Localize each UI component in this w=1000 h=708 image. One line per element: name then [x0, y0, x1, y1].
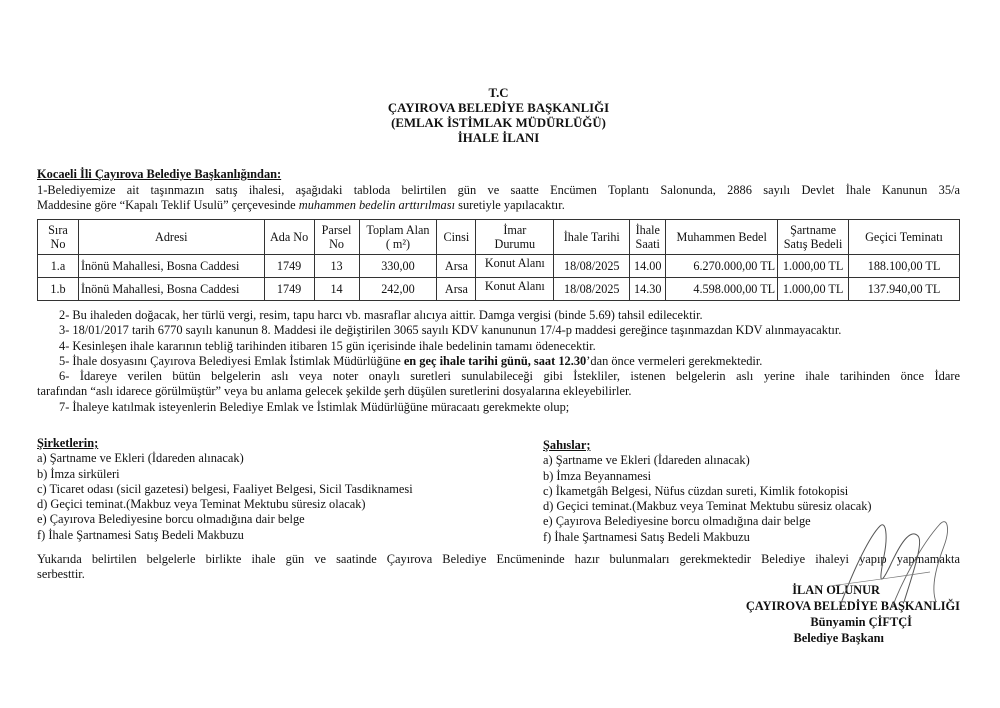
- col-header-ada: Ada No: [264, 220, 314, 255]
- intro-italic-text: muhammen bedelin arttırılması: [298, 198, 456, 213]
- cell-tarih: 18/08/2025: [554, 278, 630, 301]
- cell-muhammen: 4.598.000,00 TL: [666, 278, 778, 301]
- closing-line-1: Yukarıda belirtilen belgelerle birlikte ihale gün ve saatinde Çayırova Belediye Encümeninde hazır bulunmaları gerekmektedir Belediye ihaleyi yapıp yapmamakta: [37, 552, 960, 566]
- cell-imar: Konut Alanı: [476, 255, 554, 278]
- intro-line-2: [37, 198, 960, 213]
- individuals-requirements: [543, 438, 963, 545]
- list-item: e) Çayırova Belediyesine borcu olmadığına dair belge: [543, 514, 811, 529]
- table-row: [38, 255, 960, 278]
- individuals-title: Şahıslar;: [543, 438, 591, 452]
- note-3: 3- 18/01/2017 tarih 6770 sayılı kanunun 8. Maddesi ile değiştirilen 3065 sayılı KDV kanununun 17/4-p maddesi gereğince taşınmazdan KDV alınmayacaktır.: [59, 323, 842, 338]
- note-5-text-end: ’dan önce vermeleri gerekmektedir.: [586, 353, 763, 368]
- signature-block: [660, 582, 960, 646]
- companies-title: Şirketlerin;: [37, 436, 99, 450]
- cell-ada: 1749: [264, 255, 314, 278]
- note-6-line-1: 6- İdareye verilen bütün belgelerin aslı veya noter onaylı suretleri sunulabileceği gibi İstekliler, istenen belgelerin aslı yerine ihale tarihinden önce İdare: [59, 369, 960, 384]
- cell-teminat: 188.100,00 TL: [849, 255, 960, 278]
- note-7: 7- İhaleye katılmak isteyenlerin Belediye Emlak ve İstimlak Müdürlüğüne müracaatı gerekmekte olup;: [59, 399, 570, 414]
- table-row: [38, 278, 960, 301]
- note-2: 2- Bu ihaleden doğacak, her türlü vergi, resim, tapu harcı vb. masraflar alıcıya aittir. Damga vergisi (binde 5.69) tahsil edilecektir.: [59, 308, 703, 322]
- signature-institution: ÇAYIROVA BELEDİYE BAŞKANLIĞI: [745, 599, 960, 613]
- header-title: İHALE İLANI: [457, 131, 540, 145]
- cell-sira: 1.a: [38, 255, 79, 278]
- col-header-teminat: Geçici Teminatı: [849, 220, 960, 255]
- intro-text: Maddesine göre “Kapalı Teklif Usulü” çerçevesinde: [37, 198, 299, 213]
- notes-list: [37, 308, 960, 415]
- list-item: f) İhale Şartnamesi Satış Bedeli Makbuzu: [37, 527, 244, 542]
- intro-text-end: suretiyle yapılacaktır.: [455, 198, 565, 213]
- list-item: c) İkametgâh Belgesi, Nüfus cüzdan sureti, Kimlik fotokopisi: [543, 483, 849, 498]
- closing-paragraph: [37, 552, 960, 583]
- note-5-bold: en geç ihale tarihi günü, saat 12.30: [403, 353, 587, 368]
- list-item: e) Çayırova Belediyesine borcu olmadığına dair belge: [37, 512, 305, 527]
- note-5-text: 5- İhale dosyasını Çayırova Belediyesi Emlak İstimlak Müdürlüğüne: [59, 353, 404, 368]
- intro-line-1: 1-Belediyemize ait taşınmazın satış ihalesi, aşağıdaki tabloda belirtilen gün ve saatte Encümen Toplantı Salonunda, 2886 sayılı Devlet İhale Kanunun 35/a: [37, 183, 960, 197]
- closing-line-2: serbesttir.: [37, 567, 85, 582]
- list-item: a) Şartname ve Ekleri (İdareden alınacak): [37, 451, 244, 466]
- list-item: d) Geçici teminat.(Makbuz veya Teminat Mektubu süresiz olacak): [37, 497, 366, 512]
- signature-name: Bünyamin ÇİFTÇİ: [810, 615, 912, 629]
- table-header-row: [38, 220, 960, 255]
- note-5: [37, 354, 960, 369]
- document-header: [37, 86, 960, 146]
- cell-adres: İnönü Mahallesi, Bosna Caddesi: [78, 255, 264, 278]
- cell-alan: 242,00: [359, 278, 437, 301]
- col-header-saat: İhale Saati: [630, 220, 666, 255]
- list-item: b) İmza Beyannamesi: [543, 468, 652, 483]
- col-header-sartname: Şartname Satış Bedeli: [778, 220, 849, 255]
- cell-muhammen: 6.270.000,00 TL: [666, 255, 778, 278]
- cell-imar: Konut Alanı: [476, 278, 554, 301]
- cell-saat: 14.00: [630, 255, 666, 278]
- cell-parsel: 14: [314, 278, 359, 301]
- addressee: Kocaeli İli Çayırova Belediye Başkanlığından:: [37, 167, 282, 181]
- tender-table: [37, 219, 960, 301]
- col-header-cinsi: Cinsi: [437, 220, 476, 255]
- note-6: [37, 369, 960, 400]
- header-tc: T.C: [488, 86, 509, 100]
- col-header-adresi: Adresi: [78, 220, 264, 255]
- companies-requirements: [37, 436, 507, 543]
- list-item: d) Geçici teminat.(Makbuz veya Teminat Mektubu süresiz olacak): [543, 499, 872, 514]
- cell-sartname: 1.000,00 TL: [778, 278, 849, 301]
- signature-announce: İLAN OLUNUR: [792, 583, 880, 597]
- list-item: b) İmza sirküleri: [37, 466, 120, 481]
- note-4: 4- Kesinleşen ihale kararının tebliğ tarihinden itibaren 15 gün içerisinde ihale bedelinin tamamı ödenecektir.: [59, 338, 596, 353]
- cell-sartname: 1.000,00 TL: [778, 255, 849, 278]
- cell-tarih: 18/08/2025: [554, 255, 630, 278]
- cell-adres: İnönü Mahallesi, Bosna Caddesi: [78, 278, 264, 301]
- cell-cinsi: Arsa: [437, 278, 476, 301]
- note-6-line-2: tarafından “aslı idarece görülmüştür” veya bu anlama gelecek şekilde şerh düşülen suretlerini dosyalarına ekleyebilirler.: [37, 384, 632, 399]
- signature-title: Belediye Başkanı: [793, 631, 884, 645]
- col-header-imar: İmar Durumu: [476, 220, 554, 255]
- cell-cinsi: Arsa: [437, 255, 476, 278]
- col-header-tarih: İhale Tarihi: [554, 220, 630, 255]
- cell-alan: 330,00: [359, 255, 437, 278]
- col-header-muhammen: Muhammen Bedel: [666, 220, 778, 255]
- list-item: f) İhale Şartnamesi Satış Bedeli Makbuzu: [543, 529, 750, 544]
- list-item: c) Ticaret odası (sicil gazetesi) belgesi, Faaliyet Belgesi, Sicil Tasdiknamesi: [37, 481, 413, 496]
- cell-saat: 14.30: [630, 278, 666, 301]
- header-department: (EMLAK İSTİMLAK MÜDÜRLÜĞÜ): [391, 116, 606, 130]
- intro-paragraph: [37, 183, 960, 214]
- cell-sira: 1.b: [38, 278, 79, 301]
- header-municipality: ÇAYIROVA BELEDİYE BAŞKANLIĞI: [387, 101, 610, 115]
- col-header-alan: Toplam Alan ( m²): [359, 220, 437, 255]
- col-header-parsel: Parsel No: [314, 220, 359, 255]
- cell-parsel: 13: [314, 255, 359, 278]
- cell-ada: 1749: [264, 278, 314, 301]
- list-item: a) Şartname ve Ekleri (İdareden alınacak): [543, 453, 750, 468]
- col-header-sira: Sıra No: [38, 220, 79, 255]
- cell-teminat: 137.940,00 TL: [849, 278, 960, 301]
